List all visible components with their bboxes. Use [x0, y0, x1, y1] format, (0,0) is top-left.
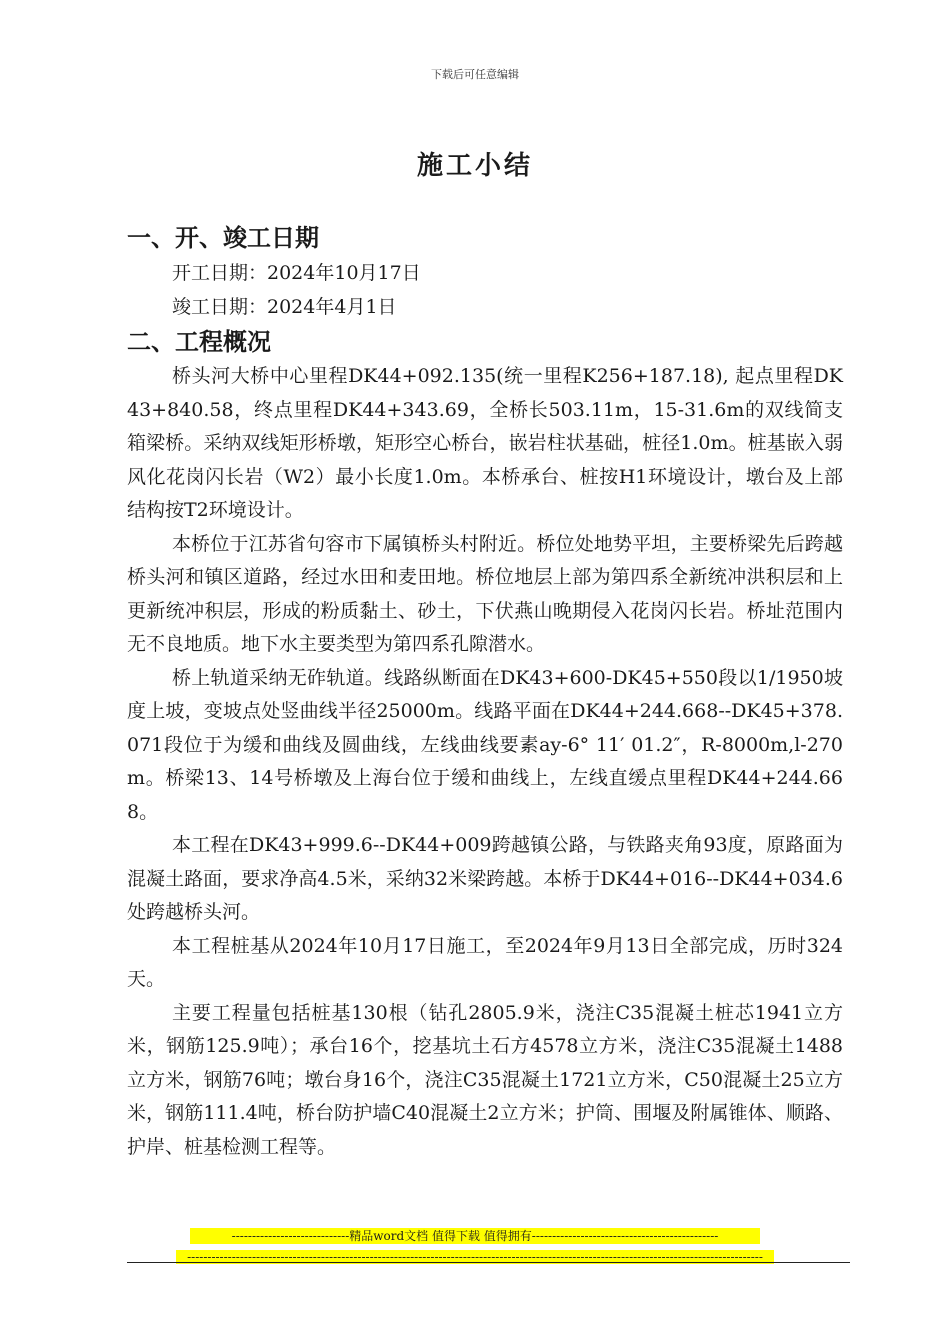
paragraph-bridge-overview: 桥头河大桥中心里程DK44+092.135(统一里程K256+187.18), 起点里程DK43+840.58，终点里程DK44+343.69，全桥长503.11m，15-31.6m的双线简支箱梁桥。采纳双线矩形桥墩，矩形空心桥台，嵌岩柱状基础，桩径1.0m。桩基嵌入弱风化花岗闪长岩（W2）最小长度1.0m。本桥承台、桩按H1环境设计，墩台及上部结构按T2环境设计。	[127, 365, 843, 521]
document-body	[127, 220, 843, 1164]
section-heading-dates: 一、开、竣工日期	[127, 223, 319, 252]
document-title: 施工小结	[416, 151, 533, 181]
section-heading-overview: 二、工程概况	[127, 327, 271, 356]
footer-banner-dashes: ----------------------------------------------------------------------------------------------------------------------------------------------	[176, 1250, 774, 1264]
footer-divider	[127, 1262, 850, 1263]
paragraph-location-geology: 本桥位于江苏省句容市下属镇桥头村附近。桥位处地势平坦，主要桥梁先后跨越桥头河和镇区道路，经过水田和麦田地。桥位地层上部为第四系全新统冲洪积层和上更新统冲积层，形成的粉质黏土、砂土，下伏燕山晚期侵入花岗闪长岩。桥址范围内无不良地质。地下水主要类型为第四系孔隙潜水。	[127, 532, 843, 655]
footer-banner-text: -----------------------------精品word文档 值得下载 值得拥有----------------------------------------------	[190, 1228, 760, 1244]
page-header-note: 下载后可任意编辑	[431, 68, 519, 81]
paragraph-quantities: 主要工程量包括桩基130根（钻孔2805.9米，浇注C35混凝土桩芯1941立方米，钢筋125.9吨）；承台16个，挖基坑土石方4578立方米，浇注C35混凝土1488立方米，钢筋76吨；墩台身16个，浇注C35混凝土1721立方米，C50混凝土25立方米，钢筋111.4吨，桥台防护墙C40混凝土2立方米；护筒、围堰及附属锥体、顺路、护岸、桩基检测工程等。	[127, 1001, 843, 1158]
paragraph-track-alignment: 桥上轨道采纳无砟轨道。线路纵断面在DK43+600-DK45+550段以1/1950坡度上坡，变坡点处竖曲线半径25000m。线路平面在DK44+244.668--DK45+378.071段位于为缓和曲线及圆曲线，左线曲线要素ay-6° 11′ 01.2″，R-8000m,l-270m。桥梁13、14号桥墩及上海台位于缓和曲线上，左线直缓点里程DK44+244.668。	[127, 666, 843, 823]
paragraph-crossings: 本工程在DK43+999.6--DK44+009跨越镇公路，与铁路夹角93度，原路面为混凝土路面，要求净高4.5米，采纳32米梁跨越。本桥于DK44+016--DK44+034.6处跨越桥头河。	[127, 834, 843, 923]
paragraph-schedule: 本工程桩基从2024年10月17日施工，至2024年9月13日全部完成，历时324天。	[127, 934, 843, 990]
completion-date-line: 竣工日期：2024年4月1日	[172, 296, 397, 318]
start-date-line: 开工日期：2024年10月17日	[172, 262, 421, 284]
